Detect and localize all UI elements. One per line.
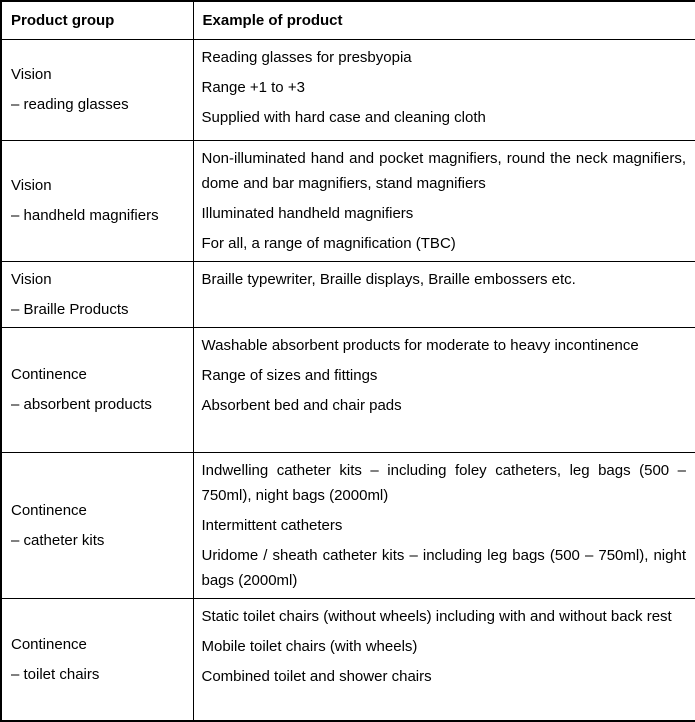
group-name: Vision (11, 177, 52, 194)
example-cell (193, 327, 695, 452)
example-line: Static toilet chairs (without wheels) including with and without back rest (201, 607, 672, 625)
example-line: Reading glasses for presbyopia (201, 48, 412, 66)
product-group-cell (1, 140, 193, 261)
table-row-vision-reading-glasses (1, 39, 695, 140)
table-row-continence-absorbent-products (1, 327, 695, 452)
example-cell (193, 261, 695, 327)
group-subtype: – absorbent products (11, 396, 152, 413)
group-name: Continence (11, 635, 87, 653)
example-line: Range +1 to +3 (201, 78, 305, 96)
column-header-product-group: Product group (1, 1, 193, 39)
example-cell (193, 39, 695, 140)
product-group-cell (1, 39, 193, 140)
table-row-vision-braille-products (1, 261, 695, 327)
header-row (1, 1, 695, 39)
column-header-example-of-product: Example of product (193, 1, 695, 39)
product-group-cell (1, 261, 193, 327)
example-line: Washable absorbent products for moderate to heavy incontinence (201, 336, 639, 354)
example-line: For all, a range of magnification (TBC) (201, 234, 456, 252)
group-name: Vision (11, 270, 52, 288)
product-group-cell (1, 452, 193, 598)
example-line: Intermittent catheters (201, 516, 343, 534)
example-line: Range of sizes and fittings (201, 366, 378, 384)
example-line: Supplied with hard case and cleaning cloth (201, 108, 486, 126)
example-cell (193, 140, 695, 261)
group-name: Continence (11, 501, 87, 519)
product-group-cell (1, 598, 193, 721)
table-row-continence-toilet-chairs (1, 598, 695, 721)
group-name: Continence (11, 366, 87, 383)
group-subtype: – catheter kits (11, 531, 105, 549)
example-line: Indwelling catheter kits – including foley catheters, leg bags (500 – 750ml), night bags (2000ml) (201, 461, 686, 504)
example-line: Absorbent bed and chair pads (201, 396, 402, 414)
group-subtype: – toilet chairs (11, 665, 100, 683)
product-group-cell (1, 327, 193, 452)
group-subtype: – handheld magnifiers (11, 207, 159, 224)
example-cell (193, 598, 695, 721)
table-row-continence-catheter-kits (1, 452, 695, 598)
example-line: Combined toilet and shower chairs (201, 667, 432, 685)
example-line: Braille typewriter, Braille displays, Braille embossers etc. (201, 270, 576, 288)
example-line: Mobile toilet chairs (with wheels) (201, 637, 418, 655)
table-row-vision-handheld-magnifiers (1, 140, 695, 261)
group-name: Vision (11, 66, 52, 83)
example-line: Non-illuminated hand and pocket magnifiers, round the neck magnifiers, dome and bar magnifiers, stand magnifiers (201, 149, 686, 192)
group-subtype: – reading glasses (11, 96, 129, 113)
group-subtype: – Braille Products (11, 300, 129, 318)
example-line: Uridome / sheath catheter kits – including leg bags (500 – 750ml), night bags (2000ml) (201, 546, 686, 589)
example-line: Illuminated handheld magnifiers (201, 204, 414, 222)
example-cell (193, 452, 695, 598)
